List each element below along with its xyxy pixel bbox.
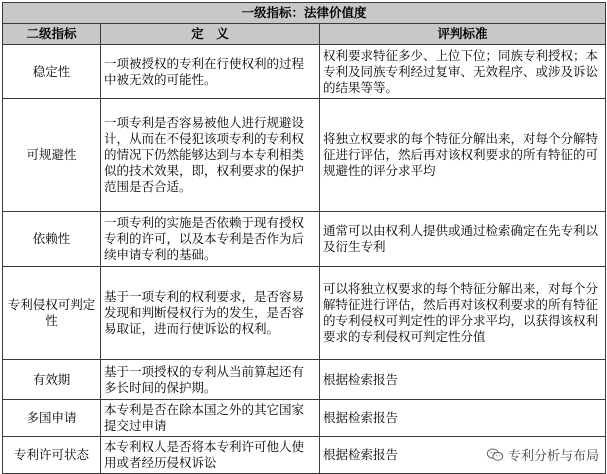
row-index-name: 专利侵权可判定性 <box>3 267 101 360</box>
row-index-name: 有效期 <box>3 360 101 400</box>
row-index-name: 可规避性 <box>3 99 101 212</box>
header-secondary-index: 二级指标 <box>3 24 101 45</box>
row-criteria: 根据检索报告 <box>320 360 606 400</box>
table-row <box>3 99 606 212</box>
row-definition: 本专利权人是否将本专利许可他人使用或者经历侵权诉讼 <box>101 437 320 474</box>
row-criteria: 通常可以由权利人提供或通过检索确定在先专利以及衍生专利 <box>320 212 606 267</box>
row-definition: 一项被授权的专利在行使权利的过程中被无效的可能性。 <box>101 45 320 99</box>
row-criteria: 可以将独立权要求的每个特征分解出来，对每个分解特征进行评估，然后再对该权利要求的所有特征的专利侵权可判定性的评分求平均，以获得该权利要求的专利侵权可判定性分值 <box>320 267 606 360</box>
watermark-text: 专利分析与布局 <box>507 449 599 464</box>
table-row <box>3 212 606 267</box>
table-row <box>3 360 606 400</box>
table-row <box>3 267 606 360</box>
header-criteria: 评判标准 <box>320 24 606 45</box>
wechat-icon <box>486 448 504 462</box>
row-definition: 本专利是否在除本国之外的其它国家提交过申请 <box>101 400 320 437</box>
row-definition: 一项专利的实施是否依赖于现有授权专利的许可，以及本专利是否作为后续申请专利的基础。 <box>101 212 320 267</box>
table-row <box>3 400 606 437</box>
table-title-row <box>3 3 606 24</box>
header-definition: 定 义 <box>101 24 320 45</box>
row-index-name: 依赖性 <box>3 212 101 267</box>
row-definition: 基于一项授权的专利从当前算起还有多长时间的保护期。 <box>101 360 320 400</box>
row-criteria: 权利要求特征多少、上位下位；同族专利授权；本专利及同族专利经过复审、无效程序、或涉及诉讼的结果等等。 <box>320 45 606 99</box>
legal-value-index-table <box>2 2 606 474</box>
row-criteria: 根据检索报告 <box>320 437 606 474</box>
table-title: 一级指标：法律价值度 <box>3 3 606 24</box>
row-criteria: 根据检索报告 <box>320 400 606 437</box>
table-header-row <box>3 24 606 45</box>
table-row <box>3 45 606 99</box>
row-index-name: 专利许可状态 <box>3 437 101 474</box>
watermark <box>486 445 599 464</box>
row-index-name: 多国申请 <box>3 400 101 437</box>
row-index-name: 稳定性 <box>3 45 101 99</box>
row-definition: 基于一项专利的权利要求，是否容易发现和判断侵权行为的发生，是否容易取证，进而行使诉讼的权利。 <box>101 267 320 360</box>
row-definition: 一项专利是否容易被他人进行规避设计，从而在不侵犯该项专利的专利权的情况下仍然能够达到与本专利相类似的技术效果，即，权利要求的保护范围是否合适。 <box>101 99 320 212</box>
row-criteria: 将独立权要求的每个特征分解出来，对每个分解特征进行评估，然后再对该权利要求的所有特征的可规避性的评分求平均 <box>320 99 606 212</box>
